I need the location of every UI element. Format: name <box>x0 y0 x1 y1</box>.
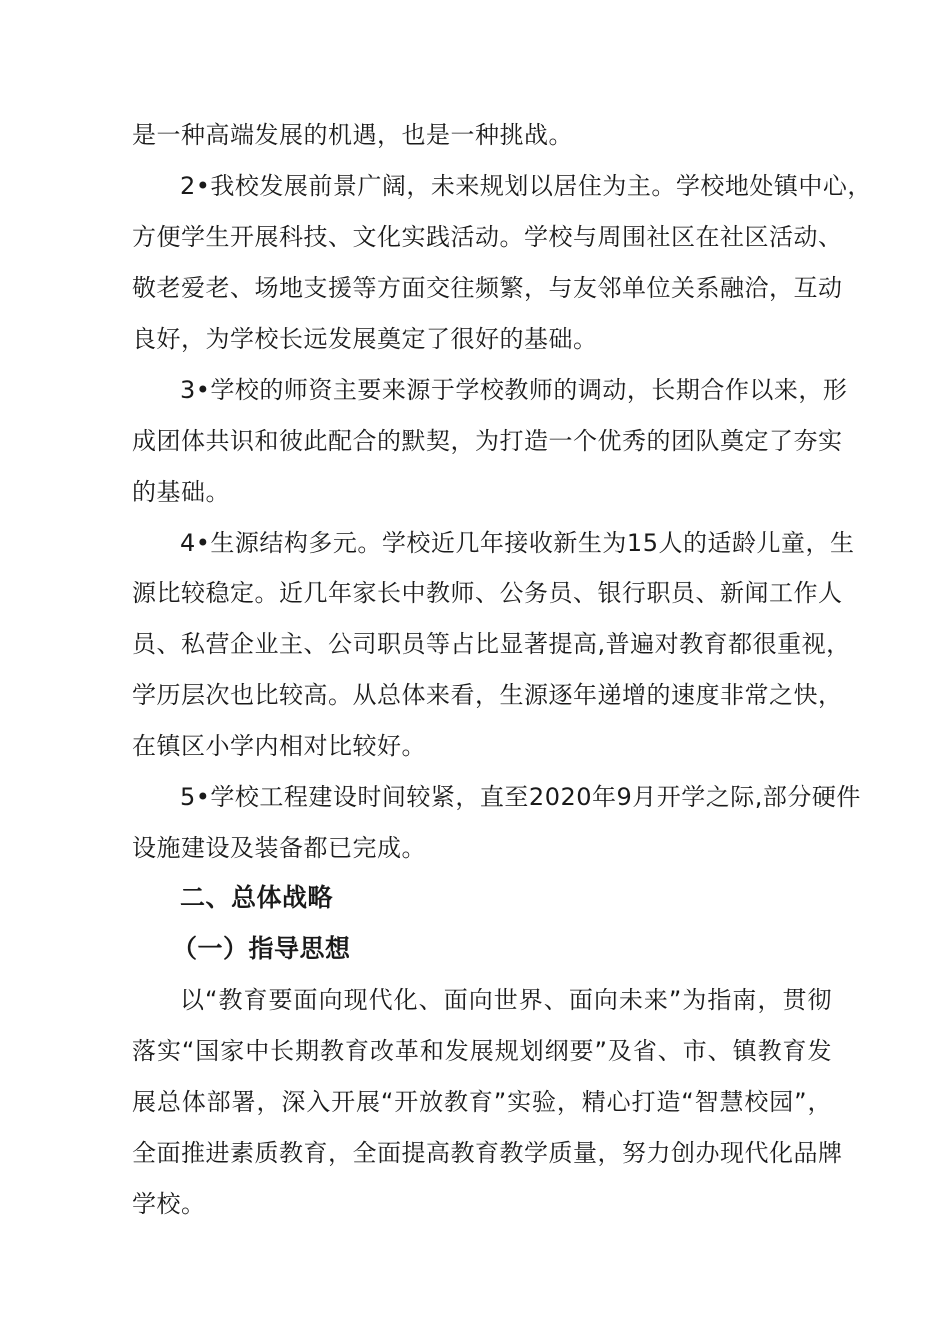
paragraph-line: 敬老爱老、场地支援等方面交往频繁，与友邻单位关系融洽，互动 <box>132 274 843 302</box>
paragraph-line: 5•学校工程建设时间较紧，直至2020年9月开学之际,部分硬件 <box>180 783 861 811</box>
paragraph-line: 员、私营企业主、公司职员等占比显著提高,普遍对教育都很重视， <box>132 630 851 658</box>
paragraph-line: 全面推进素质教育，全面提高教育教学质量，努力创办现代化品牌 <box>132 1139 843 1167</box>
section-heading: 二、总体战略 <box>180 883 334 912</box>
paragraph-line: 良好，为学校长远发展奠定了很好的基础。 <box>132 325 598 353</box>
paragraph-line: 在镇区小学内相对比较好。 <box>132 732 426 760</box>
paragraph-line: 展总体部署，深入开展“开放教育”实验，精心打造“智慧校园”， <box>132 1088 832 1116</box>
paragraph-line: 方便学生开展科技、文化实践活动。学校与周围社区在社区活动、 <box>132 223 843 251</box>
paragraph-line: 设施建设及装备都已完成。 <box>132 834 426 862</box>
paragraph-line: 学历层次也比较高。从总体来看，生源逐年递增的速度非常之快， <box>132 681 843 709</box>
paragraph-line: 以“教育要面向现代化、面向世界、面向未来”为指南，贯彻 <box>180 986 832 1014</box>
paragraph-line: 源比较稳定。近几年家长中教师、公务员、银行职员、新闻工作人 <box>132 579 843 607</box>
paragraph-line: 2•我校发展前景广阔，未来规划以居住为主。学校地处镇中心， <box>180 172 872 200</box>
paragraph-line: 的基础。 <box>132 478 230 506</box>
paragraph-line: 成团体共识和彼此配合的默契，为打造一个优秀的团队奠定了夯实 <box>132 427 843 455</box>
subsection-heading: （一）指导思想 <box>172 934 351 963</box>
paragraph-line: 是一种高端发展的机遇，也是一种挑战。 <box>132 121 573 149</box>
paragraph-line: 学校。 <box>132 1190 206 1218</box>
paragraph-line: 3•学校的师资主要来源于学校教师的调动，长期合作以来，形 <box>180 376 848 404</box>
paragraph-line: 4•生源结构多元。学校近几年接收新生为15人的适龄儿童，生 <box>180 529 855 557</box>
paragraph-line: 落实“国家中长期教育改革和发展规划纲要”及省、市、镇教育发 <box>132 1037 832 1065</box>
